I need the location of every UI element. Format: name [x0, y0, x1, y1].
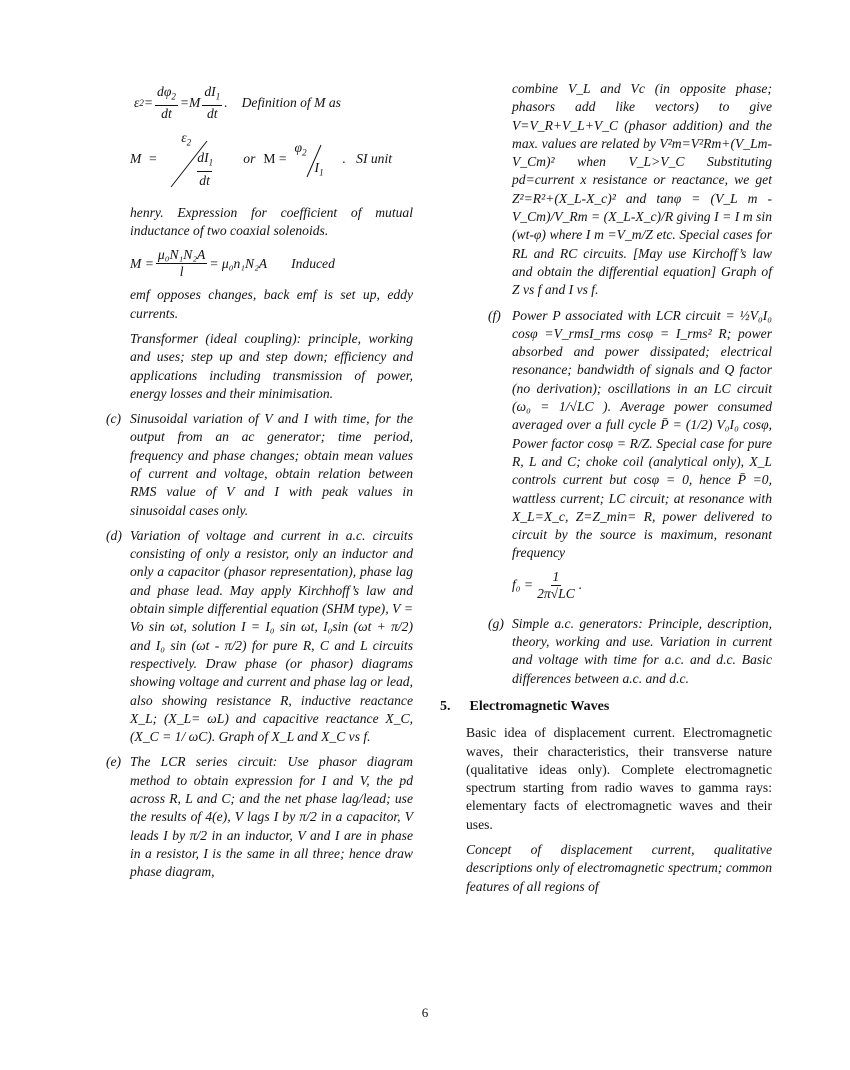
section-5-body — [466, 724, 772, 896]
paragraph-emf: emf opposes changes, back emf is set up, eddy currents. — [130, 287, 413, 321]
eq2-num-a: ε — [181, 129, 187, 145]
equation-m-definition — [130, 128, 413, 190]
eq1-num1: dφ — [157, 84, 172, 99]
eq3-den: l — [179, 264, 184, 280]
eq1-mid: =M — [179, 94, 201, 110]
eq3-num: μ₀N₁N₂A — [157, 247, 206, 263]
eq2-den-a: dI — [197, 149, 209, 165]
section-5-paragraph-1: Basic idea of displacement current. Electromagnetic waves, their characteristics, their transverse nature (qualitative ideas only). Complete electromagnetic spectrum starting from radio waves to gamma rays: elementary facts of electromagnetic waves and their uses. — [466, 725, 772, 832]
eq3-text: Induced — [291, 255, 335, 271]
eq2-den-a2: dt — [197, 171, 212, 190]
eq1-den2: dt — [207, 105, 218, 121]
section-5-paragraph-2: Concept of displacement current, qualitative descriptions only of electromagnetic spectrum; common features of all regions of — [466, 841, 772, 894]
eqf-frac — [535, 569, 577, 602]
list-item-e — [106, 753, 413, 881]
item-f-label: (f) — [488, 307, 501, 323]
eqf-lhs: f₀ = — [512, 577, 534, 593]
item-c-text: Sinusoidal variation of V and I with time, for the output from an ac generator; time period, frequency and phase changes; obtain mean values of current and voltage, obtain relation between RMS value of V and I with peak values in sinusoidal cases only. — [130, 411, 413, 518]
item-c-label: (c) — [106, 411, 122, 427]
section-5-title: Electromagnetic Waves — [469, 698, 610, 714]
eq1-text: Definition of M as — [241, 94, 341, 110]
eq2-slash-frac-b — [291, 139, 337, 179]
item-g-label: (g) — [488, 615, 504, 631]
list-item-f — [488, 307, 772, 608]
right-column — [440, 80, 772, 903]
section-5-number: 5. — [440, 698, 451, 714]
eq1-lhs-sub: 2 — [139, 97, 144, 108]
eq2-num-b: φ — [294, 139, 303, 155]
equation-resonant-frequency — [512, 569, 772, 602]
eq1-num2-sub: 1 — [215, 91, 221, 102]
list-item-d — [106, 527, 413, 747]
item-f-body — [512, 307, 772, 608]
list-item-g — [488, 615, 772, 688]
eq3-frac — [156, 247, 207, 280]
eq1-num1-sub: 2 — [171, 91, 176, 102]
eq2-den-b: I — [314, 159, 320, 175]
list-item-c — [106, 410, 413, 520]
paragraph-lcr-continued: combine V_L and Vc (in opposite phase; phasors add like vectors) to give V=V_R+V_L+V_C (phasor addition) and the max. values are related by V²m=V²Rm+(V_Lm-V_Cm)² when V_L>V_C Substituting pd=current x resistance or reactance, we get Z²=R²+(X_L-X_c)² and tanφ = (V_L m -V_Cm)/V_Rm = (X_L-X_c)/R giving I = I m sin (wt-φ) where I m =V_m/Z etc. Special cases for RL and RC circuits. [May use Kirchoff’s law and obtain the differential equation] Graph of Z vs f and I vs f. — [512, 81, 772, 298]
item-d-label: (d) — [106, 527, 122, 543]
equation-coaxial — [130, 247, 413, 280]
eq2-num-b-sub: 2 — [302, 147, 307, 158]
eq2-num-a-sub: 2 — [186, 137, 192, 148]
eq2-text: . SI unit — [342, 150, 393, 166]
eq1-eq: = — [143, 94, 154, 110]
eq1-lhs: ε — [134, 94, 140, 110]
eq1-tail: . — [224, 94, 228, 110]
eq1-den1: dt — [161, 105, 172, 121]
item-g-text: Simple a.c. generators: Principle, description, theory, working and use. Variation in current and voltage with time for a.c. and d.c. Basic differences between a.c. and d.c. — [512, 615, 772, 686]
item-f-text: Power P associated with LCR circuit = ½V₀I₀ cosφ =V_rmsI_rms cosφ = I_rms² R; power absorbed and power dissipated; electrical resonance; bandwidth of signals and Q factor (no derivation); oscillations in an LC circuit (ω₀ = 1/√LC ). Average power consumed averaged over a full cycle P̄ = (1/2) V₀I₀ cosφ, Power factor cosφ = R/Z. Special case for pure R, L and C; choke coil (analytical only), X_L controls current but cosφ = 0, hence P̄ =0, wattless current; LC circuit; at resonance with X_L=X_c, Z=Z_min= R, power delivered to circuit by the source is maximum, resonant frequency — [512, 307, 772, 561]
eq1-frac2 — [202, 84, 222, 122]
paragraph-henry: henry. Expression for coefficient of mutual inductance of two coaxial solenoids. — [130, 204, 413, 239]
eqf-num: 1 — [552, 568, 560, 584]
left-column — [106, 80, 413, 889]
page-number: 6 — [421, 1005, 429, 1020]
item-e-text: The LCR series circuit: Use phasor diagram method to obtain expression for I and V, the pd across R, L and C; and the net phase lag/lead; use the results of 4(e), V lags I by π/2 in a capacitor, V leads I by π/2 in an inductor, V and I are in phase in a resistor, I is the same in all three; hence draw phase diagram, — [130, 754, 413, 880]
eqf-tail: . — [578, 577, 583, 593]
eq2-or: or — [243, 150, 256, 166]
eq1-frac1 — [155, 84, 178, 122]
section-heading-5 — [440, 698, 772, 716]
paragraph-transformer: Transformer (ideal coupling): principle, working and uses; step up and step down; efficiency and applications including transmission of power, energy losses and their minimisation. — [130, 330, 413, 401]
eq2-lhs: M = — [130, 150, 158, 166]
equation-emf-mutual — [134, 84, 413, 122]
eq2-m2: M = — [263, 150, 287, 166]
eq2-den-a-sub: 1 — [208, 157, 214, 168]
eq2-den-b-sub: 1 — [319, 167, 324, 178]
eqf-den: 2π√LC — [537, 585, 575, 601]
slash-line-b-icon — [291, 139, 337, 179]
item-e-label: (e) — [106, 754, 122, 770]
eq3-rhs: = μ₀n₁N₂A — [209, 255, 268, 271]
eq3-lhs: M = — [130, 255, 154, 271]
item-d-text: Variation of voltage and current in a.c. circuits consisting of only a resistor, only an inductor and only a capacitor (phasor representation), phase lag and phase lead. May apply Kirchhoff’s law and obtain simple differential equation (SHM type), V = Vo sin ωt, solution I = I₀ sin ωt, I₀sin (ωt + π/2) and I₀ sin (ωt - π/2) for pure R, C and L circuits respectively. Draw phase (or phasor) diagrams showing voltage and current and phase lag or lead, also showing resistance R, inductive reactance X_L; (X_L= ωL) and capacitive reactance X_C, (X_C = 1/ ωC). Graph of X_L and X_C vs f. — [130, 527, 413, 745]
eq2-slash-frac — [165, 129, 235, 189]
eq1-num2: dI — [204, 84, 216, 99]
